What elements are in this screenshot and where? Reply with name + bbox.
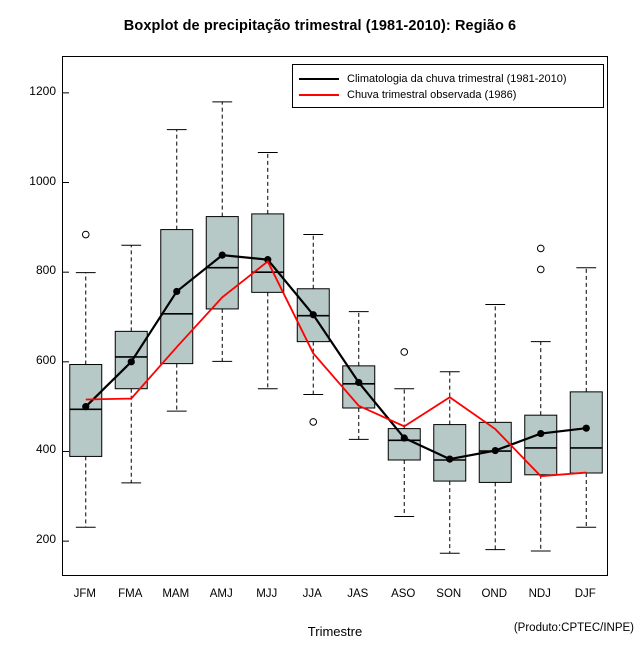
x-tick-label: MJJ [256,588,278,600]
y-tick-label: 400 [35,442,56,457]
series-point [401,434,408,441]
series-point [82,403,89,410]
boxplot-box [161,130,193,412]
box-iqr [343,366,375,408]
series-point [537,430,544,437]
x-tick-label: JJA [302,588,322,600]
box-iqr [570,392,602,473]
boxplot-box [525,245,557,551]
box-iqr [161,230,193,364]
x-tick-label: SON [436,588,462,600]
series-point [128,358,135,365]
page-title: Boxplot de precipitação trimestral (1981-2010): Região 6 [123,18,517,34]
outlier-point [537,266,544,273]
series-point [355,379,362,386]
series-point [583,425,590,432]
x-tick-label: MAM [162,588,190,600]
box-iqr [525,415,557,475]
y-tick-label: 1000 [29,173,56,188]
plot-area [62,56,608,576]
boxplot-box [570,268,602,528]
series-point [310,311,317,318]
outlier-point [82,231,89,238]
x-tick-label: FMA [118,588,143,600]
boxplot-box [479,304,511,549]
y-tick-label: 800 [35,263,56,278]
x-tick-label: AMJ [209,588,233,600]
outlier-point [310,419,317,426]
legend [292,64,604,108]
y-tick-label: 1200 [29,83,56,98]
series-point [492,447,499,454]
x-tick-label: ASO [391,588,416,600]
box-iqr [252,214,284,292]
y-tick-label: 200 [35,532,56,547]
legend-line-swatch [299,94,339,96]
boxplot-box [206,102,238,362]
outlier-point [401,349,408,356]
legend-label: Climatologia da chuva trimestral (1981-2010) [347,73,567,85]
x-axis-label: Trimestre [307,624,363,639]
series-point [446,456,453,463]
boxplot-svg [63,57,608,576]
x-tick-label: JFM [73,588,96,600]
legend-line-swatch [299,78,339,80]
x-tick-label: DJF [574,588,596,600]
x-tick-label: OND [481,588,508,600]
legend-label: Chuva trimestral observada (1986) [347,89,517,101]
x-tick-label: JAS [347,588,369,600]
box-iqr [70,365,102,457]
series-point [173,288,180,295]
outlier-point [537,245,544,252]
boxplot-box [70,231,102,527]
credit-note: (Produto:CPTEC/INPE) [513,622,634,634]
y-tick-label: 600 [35,352,56,367]
boxplot-box [388,349,420,517]
boxplot-box [343,312,375,440]
series-point [219,252,226,259]
x-tick-label: NDJ [528,588,551,600]
